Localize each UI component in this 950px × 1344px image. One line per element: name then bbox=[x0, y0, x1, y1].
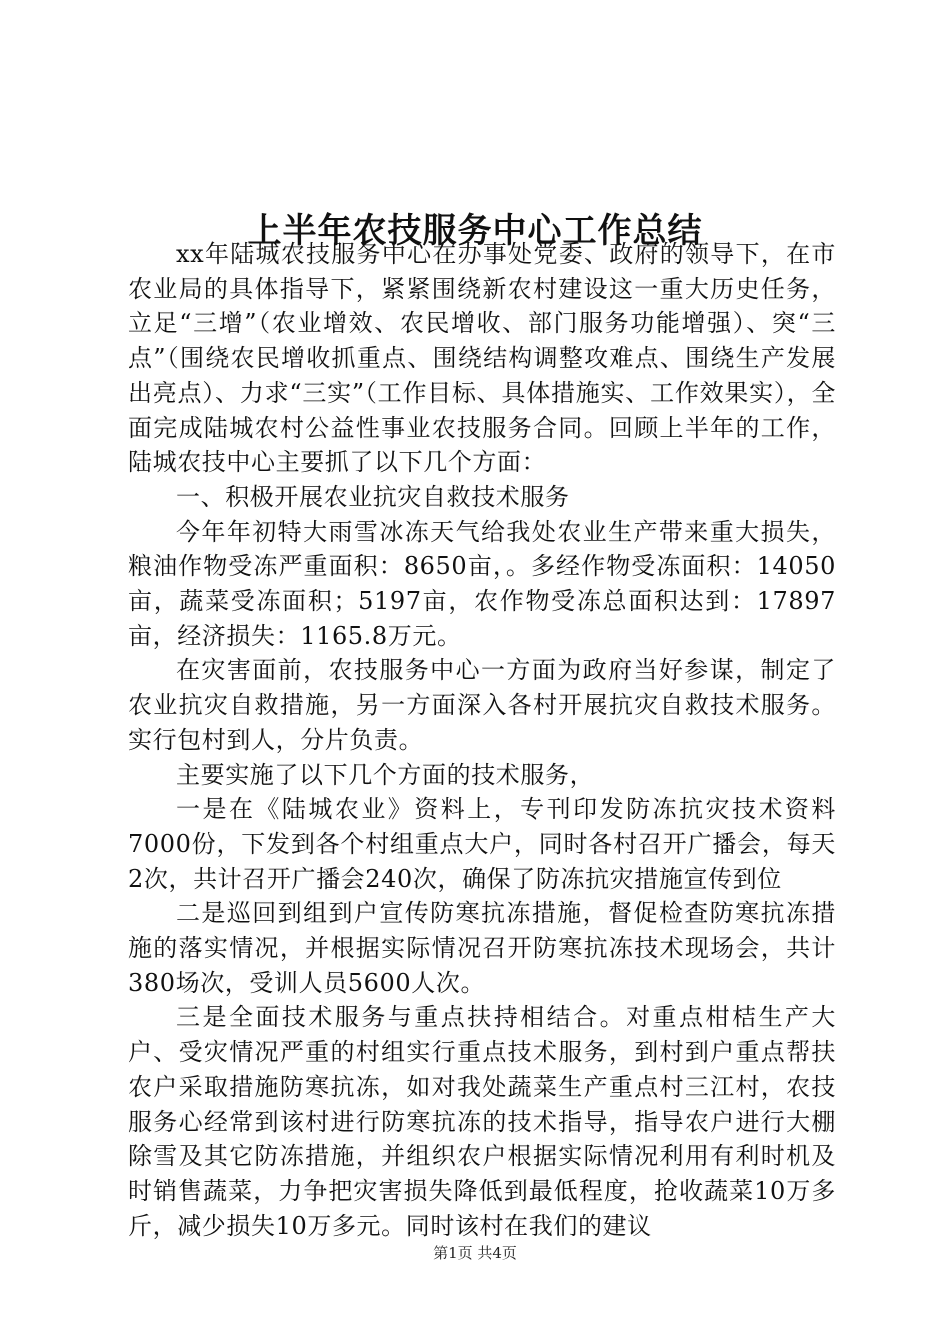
section-heading-1: 一、积极开展农业抗灾自救技术服务 bbox=[176, 482, 570, 511]
paragraph-service-1: 一是在《陆城农业》资料上，专刊印发防冻抗灾技术资料7000份，下发到各个村组重点大户，同时各村召开广播会，每天2次，共计召开广播会240次，确保了防冻抗灾措施宣传到位 bbox=[128, 795, 836, 893]
paragraph-services-intro: 主要实施了以下几个方面的技术服务， bbox=[176, 760, 595, 789]
document-body bbox=[128, 237, 836, 1243]
paragraph-service-3: 三是全面技术服务与重点扶持相结合。对重点柑桔生产大户、受灾情况严重的村组实行重点技术服务，到村到户重点帮扶农户采取措施防寒抗冻，如对我处蔬菜生产重点村三江村，农技服务心经常到该村进行防寒抗冻的技术指导，指导农户进行大棚除雪及其它防冻措施，并组织农户根据实际情况利用有利时机及时销售蔬菜，力争把灾害损失降低到最低程度，抢收蔬菜10万多斤，减少损失10万多元。同时该村在我们的建议 bbox=[128, 1003, 836, 1240]
document-title: 上半年农技服务中心工作总结 bbox=[247, 210, 703, 251]
page-number: 第1页 共4页 bbox=[433, 1244, 517, 1262]
paragraph-service-2: 二是巡回到组到户宣传防寒抗冻措施，督促检查防寒抗冻措施的落实情况，并根据实际情况召开防寒抗冻技术现场会，共计380场次，受训人员5600人次。 bbox=[128, 899, 836, 997]
paragraph-losses: 今年年初特大雨雪冰冻天气给我处农业生产带来重大损失，粮油作物受冻严重面积：8650亩，。多经作物受冻面积：14050亩，蔬菜受冻面积；5197亩，农作物受冻总面积达到：17897亩，经济损失：1165.8万元。 bbox=[128, 517, 836, 650]
paragraph-intro: xx年陆城农技服务中心在办事处党委、政府的领导下，在市农业局的具体指导下，紧紧围绕新农村建设这一重大历史任务，立足“三增”（农业增效、农民增收、部门服务功能增强）、突“三点”（围绕农民增收抓重点、围绕结构调整攻难点、围绕生产发展出亮点）、力求“三实”（工作目标、具体措施实、工作效果实），全面完成陆城农村公益性事业农技服务合同。回顾上半年的工作，陆城农技中心主要抓了以下几个方面： bbox=[128, 240, 836, 477]
paragraph-response: 在灾害面前，农技服务中心一方面为政府当好参谋，制定了农业抗灾自救措施，另一方面深入各村开展抗灾自救技术服务。实行包村到人，分片负责。 bbox=[128, 656, 836, 754]
